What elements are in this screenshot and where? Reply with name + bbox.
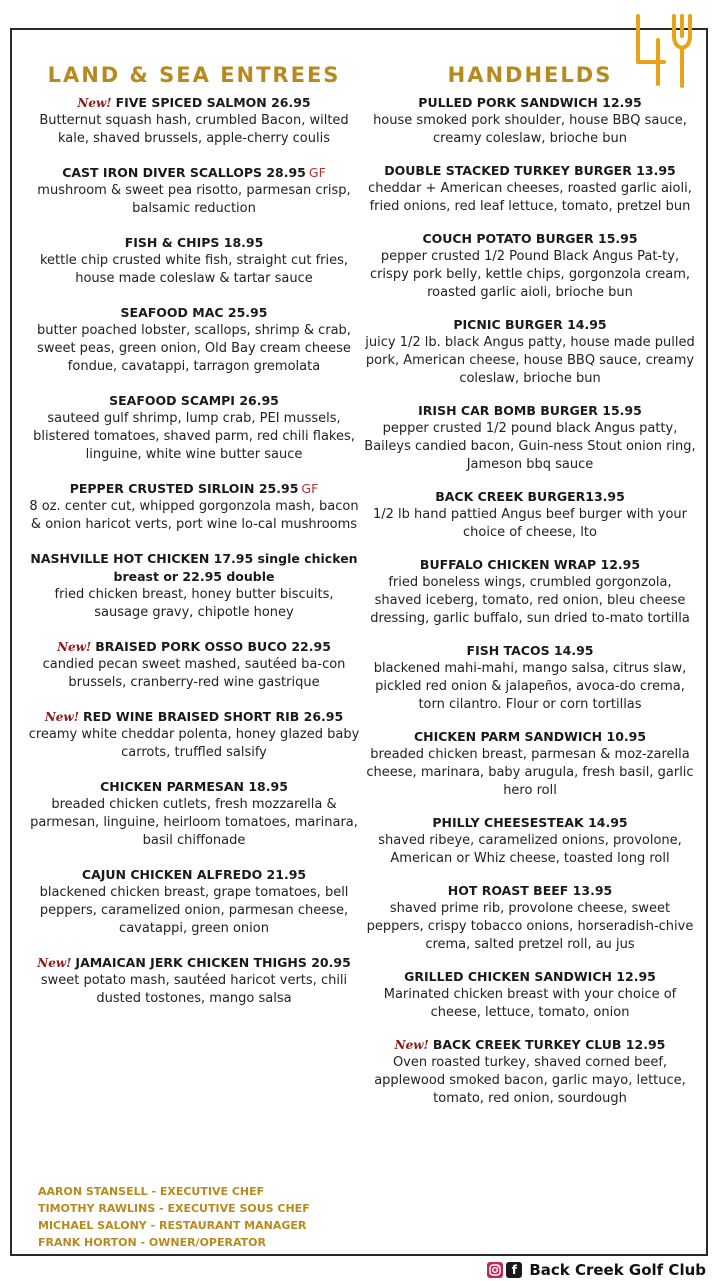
menu-item-description: 8 oz. center cut, whipped gorgonzola mash, bacon & onion haricot verts, port wine lo-cal mushrooms <box>29 499 359 532</box>
handhelds-column <box>364 56 696 1122</box>
menu-item-description: juicy 1/2 lb. black Angus patty, house made pulled pork, American cheese, house BBQ sauce, creamy coleslaw, brioche bun <box>365 335 695 386</box>
menu-item-description: kettle chip crusted white fish, straight cut fries, house made coleslaw & tartar sauce <box>39 253 349 286</box>
menu-item-title: FIVE SPICED SALMON 26.95 <box>115 95 311 110</box>
menu-item-description: shaved prime rib, provolone cheese, sweet peppers, crispy tobacco onions, horseradish-chive crema, salted pretzel roll, au jus <box>366 901 694 952</box>
menu-item-name <box>364 1036 696 1054</box>
menu-item-name <box>26 164 362 182</box>
menu-item-name <box>364 94 696 112</box>
menu-item-description: sauteed gulf shrimp, lump crab, PEI mussels, blistered tomatoes, shaved parm, red chili flakes, linguine, white wine butter sauce <box>33 411 355 462</box>
menu-item <box>364 316 696 388</box>
menu-item <box>26 778 362 850</box>
menu-item-description: mushroom & sweet pea risotto, parmesan crisp, balsamic reduction <box>37 183 351 216</box>
menu-item <box>364 642 696 714</box>
menu-item-name <box>364 968 696 986</box>
menu-item-description: cheddar + American cheeses, roasted garlic aioli, fried onions, red leaf lettuce, tomato, pretzel bun <box>368 181 692 214</box>
menu-item-description: breaded chicken cutlets, fresh mozzarella & parmesan, linguine, heirloom tomatoes, marinara, basil chiffonade <box>30 797 358 848</box>
footer <box>487 1259 706 1281</box>
menu-item-title: BUFFALO CHICKEN WRAP 12.95 <box>419 557 641 572</box>
menu-item-title: BRAISED PORK OSSO BUCO 22.95 <box>95 639 331 654</box>
menu-item-title: RED WINE BRAISED SHORT RIB 26.95 <box>83 709 344 724</box>
menu-item-title: CAJUN CHICKEN ALFREDO 21.95 <box>81 867 307 882</box>
menu-item-description: blackened chicken breast, grape tomatoes, bell peppers, caramelized onion, parmesan cheese, cavatappi, green onion <box>39 885 349 936</box>
land-sea-column <box>26 56 362 1024</box>
menu-item-description: candied pecan sweet mashed, sautéed ba-con brussels, cranberry-red wine gastrique <box>42 657 346 690</box>
menu-item-name <box>364 488 696 506</box>
menu-item-description: fried boneless wings, crumbled gorgonzola, shaved iceberg, tomato, red onion, bleu cheese dressing, garlic buffalo, sun dried to-mato tortilla <box>370 575 690 626</box>
menu-item-title: CHICKEN PARM SANDWICH 10.95 <box>413 729 647 744</box>
staff-line: TIMOTHY RAWLINS - EXECUTIVE SOUS CHEF <box>38 1202 310 1215</box>
menu-item <box>26 866 362 938</box>
menu-item-title: SEAFOOD SCAMPI 26.95 <box>109 393 279 408</box>
menu-item <box>364 162 696 216</box>
menu-item-name <box>364 556 696 574</box>
menu-item <box>364 488 696 542</box>
new-tag: New! <box>37 956 72 970</box>
menu-item-name <box>364 814 696 832</box>
facebook-icon[interactable]: f <box>506 1262 522 1278</box>
menu-item-name <box>26 480 362 498</box>
menu-item-name <box>364 162 696 180</box>
menu-item-name <box>26 304 362 322</box>
menu-item-name <box>364 316 696 334</box>
menu-item <box>364 1036 696 1108</box>
menu-item-description: blackened mahi-mahi, mango salsa, citrus slaw, pickled red onion & jalapeños, avoca-do crema, torn cilantro. Flour or corn tortillas <box>373 661 687 712</box>
menu-item-name <box>364 642 696 660</box>
menu-item-description: fried chicken breast, honey butter biscuits, sausage gravy, chipotle honey <box>54 587 334 620</box>
menu-item <box>26 304 362 376</box>
menu-item <box>364 230 696 302</box>
menu-item <box>26 550 362 622</box>
menu-item <box>364 814 696 868</box>
menu-item-title: PICNIC BURGER 14.95 <box>453 317 607 332</box>
club-name: Back Creek Golf Club <box>529 1261 706 1279</box>
menu-item <box>364 402 696 474</box>
menu-item-name <box>364 882 696 900</box>
gluten-free-badge: GF <box>308 165 326 180</box>
menu-item-description: sweet potato mash, sautéed haricot verts, chili dusted tostones, mango salsa <box>40 973 348 1006</box>
menu-item-description: breaded chicken breast, parmesan & moz-zarella cheese, marinara, baby arugula, fresh basil, garlic hero roll <box>366 747 694 798</box>
menu-item <box>364 94 696 148</box>
menu-item <box>26 954 362 1008</box>
menu-item-title: COUCH POTATO BURGER 15.95 <box>422 231 638 246</box>
menu-item-description: 1/2 lb hand pattied Angus beef burger with your choice of cheese, lto <box>372 507 688 540</box>
menu-item-title: BACK CREEK TURKEY CLUB 12.95 <box>432 1037 666 1052</box>
menu-item <box>26 480 362 534</box>
menu-item-name <box>26 234 362 252</box>
menu-item <box>26 94 362 148</box>
new-tag: New! <box>57 640 92 654</box>
menu-item-name <box>26 778 362 796</box>
new-tag: New! <box>394 1038 429 1052</box>
menu-item-description: pepper crusted 1/2 Pound Black Angus Pat-ty, crispy pork belly, kettle chips, gorgonzola cream, roasted garlic aioli, brioche bun <box>369 249 691 300</box>
handhelds-items <box>364 94 696 1108</box>
staff-line: AARON STANSELL - EXECUTIVE CHEF <box>38 1185 265 1198</box>
menu-item-name <box>364 402 696 420</box>
menu-item-title: CHICKEN PARMESAN 18.95 <box>100 779 288 794</box>
menu-item-name <box>26 954 362 972</box>
staff-list <box>38 1183 338 1251</box>
land-sea-items <box>26 94 362 1008</box>
menu-item-description: house smoked pork shoulder, house BBQ sauce, creamy coleslaw, brioche bun <box>373 113 687 146</box>
menu-item-title: FISH & CHIPS 18.95 <box>124 235 264 250</box>
section-title-handhelds: HANDHELDS <box>447 63 613 87</box>
menu-item-title: PHILLY CHEESESTEAK 14.95 <box>432 815 628 830</box>
menu-item-title: IRISH CAR BOMB BURGER 15.95 <box>418 403 642 418</box>
menu-item-description: shaved ribeye, caramelized onions, provolone, American or Whiz cheese, toasted long roll <box>378 833 682 866</box>
gluten-free-badge: GF <box>301 481 319 496</box>
instagram-icon[interactable] <box>487 1262 503 1278</box>
section-title-land-sea: LAND & SEA ENTREES <box>47 63 341 87</box>
menu-item-title: BACK CREEK BURGER13.95 <box>435 489 625 504</box>
menu-item-description: Oven roasted turkey, shaved corned beef, applewood smoked bacon, garlic mayo, lettuce, tomato, red onion, sourdough <box>374 1055 686 1106</box>
menu-item-title: HOT ROAST BEEF 13.95 <box>447 883 613 898</box>
menu-item <box>26 234 362 288</box>
menu-item-name <box>26 94 362 112</box>
menu-item <box>26 638 362 692</box>
menu-item <box>364 882 696 954</box>
new-tag: New! <box>77 96 112 110</box>
menu-item-description: Marinated chicken breast with your choice of cheese, lettuce, tomato, onion <box>383 987 677 1020</box>
menu-item-title: JAMAICAN JERK CHICKEN THIGHS 20.95 <box>75 955 351 970</box>
menu-item-description: pepper crusted 1/2 pound black Angus patty, Baileys candied bacon, Guin-ness Stout onion ring, Jameson bbq sauce <box>364 421 696 472</box>
menu-item-description: Butternut squash hash, crumbled Bacon, wilted kale, shaved brussels, apple-cherry coulis <box>39 113 349 146</box>
menu-item <box>364 728 696 800</box>
menu-item <box>26 708 362 762</box>
menu-item <box>364 968 696 1022</box>
menu-item-name <box>26 550 362 586</box>
menu-item-description: butter poached lobster, scallops, shrimp & crab, sweet peas, green onion, Old Bay cream cheese fondue, cavatappi, tarragon gremolata <box>37 323 351 374</box>
menu-item-name <box>26 638 362 656</box>
menu-item <box>26 392 362 464</box>
menu-item <box>26 164 362 218</box>
menu-item-name <box>26 708 362 726</box>
menu-item-name <box>26 392 362 410</box>
menu-item <box>364 556 696 628</box>
menu-item-name <box>364 728 696 746</box>
menu-item-title: GRILLED CHICKEN SANDWICH 12.95 <box>404 969 656 984</box>
menu-item-title: PULLED PORK SANDWICH 12.95 <box>418 95 642 110</box>
menu-item-title: DOUBLE STACKED TURKEY BURGER 13.95 <box>384 163 676 178</box>
menu-item-description: creamy white cheddar polenta, honey glazed baby carrots, truffled salsify <box>28 727 360 760</box>
menu-item-name <box>26 866 362 884</box>
staff-line: FRANK HORTON - OWNER/OPERATOR <box>38 1236 266 1249</box>
menu-item-title: NASHVILLE HOT CHICKEN 17.95 single chicken breast or 22.95 double <box>30 551 358 584</box>
menu-item-title: SEAFOOD MAC 25.95 <box>120 305 268 320</box>
menu-item-name <box>364 230 696 248</box>
menu-item-title: FISH TACOS 14.95 <box>466 643 594 658</box>
menu-item-title: CAST IRON DIVER SCALLOPS 28.95 <box>62 165 306 180</box>
menu-item-title: PEPPER CRUSTED SIRLOIN 25.95 <box>69 481 299 496</box>
staff-line: MICHAEL SALONY - RESTAURANT MANAGER <box>38 1219 307 1232</box>
new-tag: New! <box>44 710 80 724</box>
